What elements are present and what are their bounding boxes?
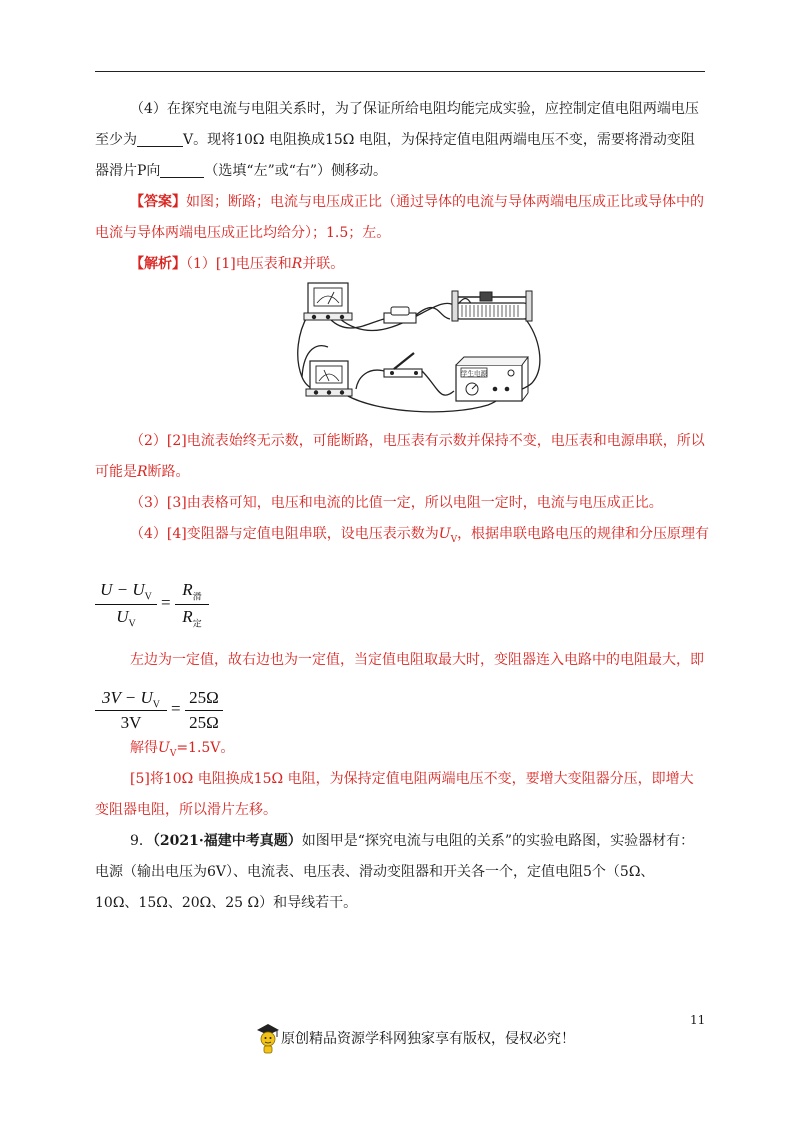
analysis-p4: （4）[4]变阻器与定值电阻串联，设电压表示数为$U_V$，根据串联电路电压的规律和分压原理有: [130, 526, 710, 545]
formula2-denominator: 3V: [120, 713, 142, 732]
formula2-r-denominator: 25Ω: [189, 713, 219, 732]
analysis-solve: 解得$U_V=1.5V$。: [130, 740, 235, 759]
formula2-r-numerator: 25Ω: [189, 688, 219, 707]
copyright-notice: 原创精品资源学科网独家享有版权，侵权必究！: [281, 1031, 575, 1047]
q4-line2: 至少为 V。现将10Ω 电阻换成15Ω 电阻，为保持定值电阻两端电压不变，需要将滑动变阻: [95, 132, 695, 148]
analysis-p2-line1: （2）[2]电流表始终无示数，可能断路，电压表有示数并保持不变，电压表和电源串联，所以: [130, 433, 705, 449]
formula2-numerator: $3V - U_V$: [101, 688, 161, 711]
switch-icon: [384, 353, 422, 377]
footer: [255, 1020, 575, 1056]
circuit-diagram: [288, 277, 550, 417]
q9-line1: 9．（2021·福建中考真题）如图甲是“探究电流与电阻的关系”的实验电路图，实验器材有：: [130, 833, 695, 849]
formula1-r-denominator: $R_定$: [182, 607, 202, 629]
q4-line1: （4）在探究电流与电阻关系时，为了保证所给电阻均能完成实验，应控制定值电阻两端电压: [130, 101, 699, 117]
ammeter-icon: [306, 361, 352, 396]
voltage-blank: [137, 132, 183, 147]
analysis-p3: （3）[3]由表格可知，电压和电流的比值一定，所以电阻一定时，电流与电压成正比。: [130, 495, 663, 511]
svg-text:学生电源: 学生电源: [461, 369, 487, 378]
formula1-denominator: $U_V$: [116, 607, 136, 630]
formula1-r-numerator: $R_滑$: [182, 580, 202, 602]
analysis-p5-line2: 变阻器电阻，所以滑片左移。: [95, 802, 277, 818]
power-supply-icon: [456, 357, 528, 401]
voltmeter-icon: [304, 283, 352, 320]
q9-line3: 10Ω、15Ω、20Ω、25 Ω）和导线若干。: [95, 895, 358, 911]
q4-line3: 器滑片P向 （选填“左”或“右”）侧移动。: [95, 163, 388, 179]
answer-line1: 【答案】如图；断路；电流与电压成正比（通过导体的电流与导体两端电压成正比或导体中的: [130, 194, 704, 210]
q9-line2: 电源（输出电压为6V）、电流表、电压表、滑动变阻器和开关各一个，定值电阻5个（5Ω、: [95, 864, 655, 880]
mascot-icon: [255, 1021, 281, 1055]
direction-blank: [160, 163, 204, 178]
rheostat-icon: [452, 291, 532, 321]
analysis-p1: 【解析】（1）[1]电压表和R并联。: [130, 256, 345, 272]
analysis-left-text: 左边为一定值，故右边也为一定值，当定值电阻取最大时，变阻器连入电路中的电阻最大，即: [130, 652, 704, 668]
resistor-icon: [384, 307, 416, 323]
page-number: 11: [690, 1013, 706, 1027]
header-rule: [95, 71, 705, 72]
analysis-p5-line1: [5]将10Ω 电阻换成15Ω 电阻，为保持定值电阻两端电压不变，要增大变阻器分压，即增大: [130, 771, 694, 787]
analysis-p2-line2: 可能是R断路。: [95, 464, 190, 480]
answer-line2: 电流与导体两端电压成正比均给分）；1.5；左。: [95, 225, 391, 241]
formula1-numerator: $U - U_V$: [100, 580, 152, 603]
